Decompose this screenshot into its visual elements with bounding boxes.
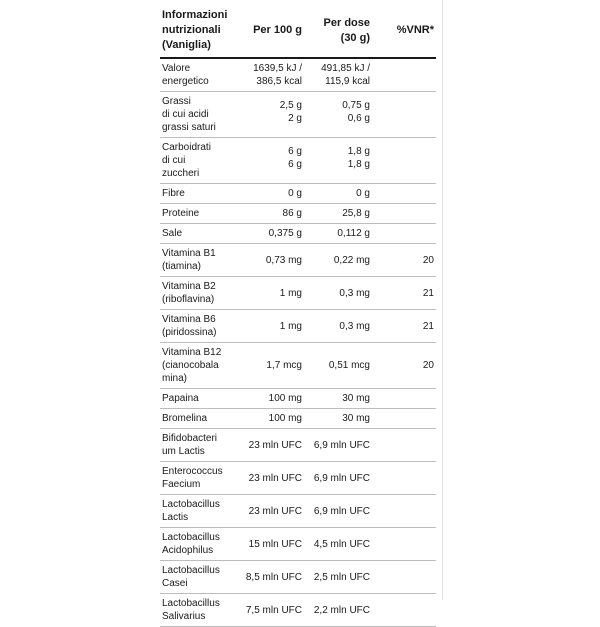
nutrient-name-line: Lactobacillus bbox=[162, 565, 220, 576]
table-row bbox=[160, 528, 436, 561]
value-per-dose-line: 115,9 kcal bbox=[325, 76, 370, 87]
nutrient-name bbox=[160, 138, 240, 184]
value-per-100g bbox=[240, 409, 304, 429]
value-per-dose bbox=[304, 184, 372, 204]
value-per-dose bbox=[304, 58, 372, 92]
value-vnr bbox=[372, 495, 436, 528]
value-vnr bbox=[372, 92, 436, 138]
nutrient-name bbox=[160, 343, 240, 389]
value-vnr bbox=[372, 277, 436, 310]
value-per-100g bbox=[240, 184, 304, 204]
table-row bbox=[160, 138, 436, 184]
value-per-100g-line: 386,5 kcal bbox=[256, 76, 302, 87]
value-per-dose-line: 30 mg bbox=[342, 413, 370, 424]
value-per-dose-line: 0,6 g bbox=[347, 113, 370, 124]
nutrient-name-line: zuccheri bbox=[162, 168, 200, 179]
table-row bbox=[160, 224, 436, 244]
value-vnr bbox=[372, 594, 436, 627]
nutrient-name bbox=[160, 184, 240, 204]
nutrient-name bbox=[160, 409, 240, 429]
value-per-dose-line: 4,5 mln UFC bbox=[313, 538, 370, 550]
value-per-dose bbox=[304, 343, 372, 389]
table-row bbox=[160, 277, 436, 310]
table-row bbox=[160, 184, 436, 204]
table-row bbox=[160, 343, 436, 389]
value-per-100g bbox=[240, 561, 304, 594]
value-vnr bbox=[372, 528, 436, 561]
nutrient-name-line: Vitamina B1 bbox=[162, 248, 216, 259]
header-per-100g: Per 100 g bbox=[240, 0, 304, 58]
value-per-dose-line: 6,9 mln UFC bbox=[313, 439, 370, 451]
value-vnr bbox=[372, 58, 436, 92]
value-per-100g-line: 1639,5 kJ / bbox=[253, 63, 302, 74]
nutrient-name bbox=[160, 58, 240, 92]
value-per-100g bbox=[240, 277, 304, 310]
value-per-dose bbox=[304, 277, 372, 310]
value-per-100g bbox=[240, 594, 304, 627]
table-row bbox=[160, 310, 436, 343]
value-per-dose bbox=[304, 409, 372, 429]
value-per-dose bbox=[304, 495, 372, 528]
nutrient-name bbox=[160, 594, 240, 627]
value-vnr bbox=[372, 343, 436, 389]
nutrient-name bbox=[160, 310, 240, 343]
value-per-dose-line: 1,8 g bbox=[347, 146, 370, 157]
nutrient-name-line: Lactobacillus bbox=[162, 532, 220, 543]
nutrient-name-line: Lactobacillus bbox=[162, 598, 220, 609]
nutrient-name-line: Vitamina B6 bbox=[162, 314, 216, 325]
nutrient-name bbox=[160, 561, 240, 594]
value-per-100g-line: 1,7 mcg bbox=[266, 360, 302, 371]
nutrient-name-line: di cui acidi bbox=[162, 109, 209, 120]
table-row bbox=[160, 204, 436, 224]
nutrient-name-line: Acidophilus bbox=[162, 545, 214, 556]
value-per-dose-line: 0,75 g bbox=[342, 100, 370, 111]
value-per-100g-line: 23 mln UFC bbox=[248, 472, 302, 484]
table-row bbox=[160, 561, 436, 594]
nutrient-name-line: Casei bbox=[162, 578, 188, 589]
value-per-100g-line: 2,5 g bbox=[279, 100, 302, 111]
nutrient-name bbox=[160, 224, 240, 244]
value-per-100g bbox=[240, 528, 304, 561]
value-per-dose-line: 30 mg bbox=[342, 393, 370, 404]
value-per-dose bbox=[304, 224, 372, 244]
header-per-dose: Per dose (30 g) bbox=[304, 0, 372, 58]
nutrient-name bbox=[160, 528, 240, 561]
nutrient-name-line: (tiamina) bbox=[162, 261, 201, 272]
value-per-dose bbox=[304, 561, 372, 594]
panel-divider bbox=[442, 0, 443, 600]
nutrient-name-line: Bromelina bbox=[162, 413, 208, 424]
table-row bbox=[160, 462, 436, 495]
value-per-dose-line: 6,9 mln UFC bbox=[313, 472, 370, 484]
nutrient-name-line: Salivarius bbox=[162, 611, 206, 622]
value-per-100g bbox=[240, 92, 304, 138]
value-per-dose-line: 0,3 mg bbox=[339, 287, 370, 299]
header-row bbox=[160, 0, 436, 58]
nutrient-name-line: Valore bbox=[162, 63, 191, 74]
value-per-dose-line: 0,51 mcg bbox=[328, 360, 370, 371]
value-per-100g-line: 23 mln UFC bbox=[248, 439, 302, 451]
value-per-dose-line: 6,9 mln UFC bbox=[313, 505, 370, 517]
value-per-100g-line: 0,73 mg bbox=[265, 254, 302, 266]
table-row bbox=[160, 409, 436, 429]
value-per-100g bbox=[240, 224, 304, 244]
value-per-dose bbox=[304, 92, 372, 138]
value-vnr bbox=[372, 224, 436, 244]
nutrient-name-line: Bifidobacteri bbox=[162, 433, 218, 444]
value-per-dose bbox=[304, 462, 372, 495]
nutrient-name bbox=[160, 92, 240, 138]
nutrient-name bbox=[160, 495, 240, 528]
value-vnr-text: 20 bbox=[422, 254, 434, 266]
value-per-dose bbox=[304, 429, 372, 462]
value-per-dose bbox=[304, 138, 372, 184]
value-per-100g bbox=[240, 429, 304, 462]
value-per-dose-line: 0,112 g bbox=[337, 228, 370, 239]
table-row bbox=[160, 429, 436, 462]
table-row bbox=[160, 58, 436, 92]
value-per-100g-line: 0 g bbox=[288, 188, 302, 199]
nutrient-name-line: (piridossina) bbox=[162, 327, 217, 338]
nutrient-name-line: di cui bbox=[162, 155, 186, 166]
header-nutrition-info: Informazioni nutrizionali (Vaniglia) bbox=[160, 0, 240, 58]
value-per-100g-line: 100 mg bbox=[268, 413, 302, 424]
value-vnr bbox=[372, 138, 436, 184]
value-vnr bbox=[372, 204, 436, 224]
nutrient-name-line: Carboidrati bbox=[162, 142, 211, 153]
value-per-100g bbox=[240, 204, 304, 224]
value-vnr bbox=[372, 244, 436, 277]
value-per-dose-line: 1,8 g bbox=[347, 159, 370, 170]
nutrient-name-line: Lactobacillus bbox=[162, 499, 220, 510]
value-per-dose-line: 25,8 g bbox=[342, 208, 370, 219]
nutrient-name-line: Fibre bbox=[162, 188, 185, 199]
value-vnr bbox=[372, 409, 436, 429]
nutrient-name bbox=[160, 389, 240, 409]
nutrient-name-line: Sale bbox=[162, 228, 183, 239]
value-per-100g-line: 23 mln UFC bbox=[248, 505, 302, 517]
nutrient-name-line: Faecium bbox=[162, 479, 201, 490]
value-per-100g bbox=[240, 389, 304, 409]
value-per-dose-line: 491,85 kJ / bbox=[321, 63, 370, 74]
value-per-100g-line: 86 g bbox=[282, 208, 302, 219]
nutrition-table-panel bbox=[160, 0, 436, 627]
value-per-100g-line: 7,5 mln UFC bbox=[245, 604, 302, 616]
value-per-100g bbox=[240, 343, 304, 389]
nutrient-name-line: um Lactis bbox=[162, 446, 205, 457]
value-per-100g bbox=[240, 462, 304, 495]
nutrient-name-line: Grassi bbox=[162, 96, 191, 107]
value-per-100g-line: 6 g bbox=[288, 146, 302, 157]
nutrient-name bbox=[160, 462, 240, 495]
nutrient-name bbox=[160, 429, 240, 462]
value-vnr bbox=[372, 184, 436, 204]
value-per-dose-line: 0,3 mg bbox=[339, 320, 370, 332]
value-per-100g-line: 0,375 g bbox=[268, 228, 302, 239]
value-per-dose bbox=[304, 244, 372, 277]
value-per-100g bbox=[240, 138, 304, 184]
value-vnr bbox=[372, 310, 436, 343]
table-body bbox=[160, 58, 436, 627]
value-per-100g bbox=[240, 495, 304, 528]
nutrient-name-line: energetico bbox=[162, 76, 209, 87]
value-per-100g-line: 1 mg bbox=[279, 320, 302, 332]
value-per-dose bbox=[304, 204, 372, 224]
value-per-100g-line: 100 mg bbox=[268, 393, 302, 404]
nutrient-name-line: Papaina bbox=[162, 393, 199, 404]
value-per-100g bbox=[240, 244, 304, 277]
nutrient-name bbox=[160, 204, 240, 224]
nutrient-name-line: Enterococcus bbox=[162, 466, 223, 477]
value-vnr bbox=[372, 389, 436, 409]
value-per-100g-line: 15 mln UFC bbox=[248, 538, 302, 550]
value-per-dose-line: 2,2 mln UFC bbox=[313, 604, 370, 616]
header-vnr: %VNR* bbox=[372, 0, 436, 58]
nutrient-name-line: (riboflavina) bbox=[162, 294, 215, 305]
table-row bbox=[160, 495, 436, 528]
value-per-dose-line: 2,5 mln UFC bbox=[313, 571, 370, 583]
nutrient-name-line: grassi saturi bbox=[162, 122, 216, 133]
value-per-100g-line: 8,5 mln UFC bbox=[245, 571, 302, 583]
value-per-dose-line: 0 g bbox=[356, 188, 370, 199]
value-per-dose bbox=[304, 310, 372, 343]
value-per-100g bbox=[240, 310, 304, 343]
nutrient-name bbox=[160, 244, 240, 277]
value-per-100g-line: 2 g bbox=[288, 113, 302, 124]
nutrient-name-line: Vitamina B12 bbox=[162, 347, 222, 358]
nutrient-name-line: Proteine bbox=[162, 208, 200, 219]
value-per-dose-line: 0,22 mg bbox=[333, 254, 370, 266]
nutrient-name-line: Vitamina B2 bbox=[162, 281, 216, 292]
nutrient-name bbox=[160, 277, 240, 310]
value-per-dose bbox=[304, 528, 372, 561]
table-row bbox=[160, 389, 436, 409]
table-row bbox=[160, 92, 436, 138]
value-per-100g-line: 1 mg bbox=[279, 287, 302, 299]
nutrition-table bbox=[160, 0, 436, 627]
value-vnr bbox=[372, 561, 436, 594]
table-header bbox=[160, 0, 436, 58]
nutrient-name-line: (cianocobala bbox=[162, 360, 219, 371]
value-vnr bbox=[372, 429, 436, 462]
value-vnr-text: 20 bbox=[422, 360, 434, 371]
nutrient-name-line: mina) bbox=[162, 373, 188, 384]
value-per-100g bbox=[240, 58, 304, 92]
table-row bbox=[160, 594, 436, 627]
table-row bbox=[160, 244, 436, 277]
value-per-100g-line: 6 g bbox=[288, 159, 302, 170]
value-vnr-text: 21 bbox=[422, 320, 434, 332]
value-vnr bbox=[372, 462, 436, 495]
value-per-dose bbox=[304, 594, 372, 627]
value-per-dose bbox=[304, 389, 372, 409]
nutrient-name-line: Lactis bbox=[162, 512, 189, 523]
value-vnr-text: 21 bbox=[422, 287, 434, 299]
